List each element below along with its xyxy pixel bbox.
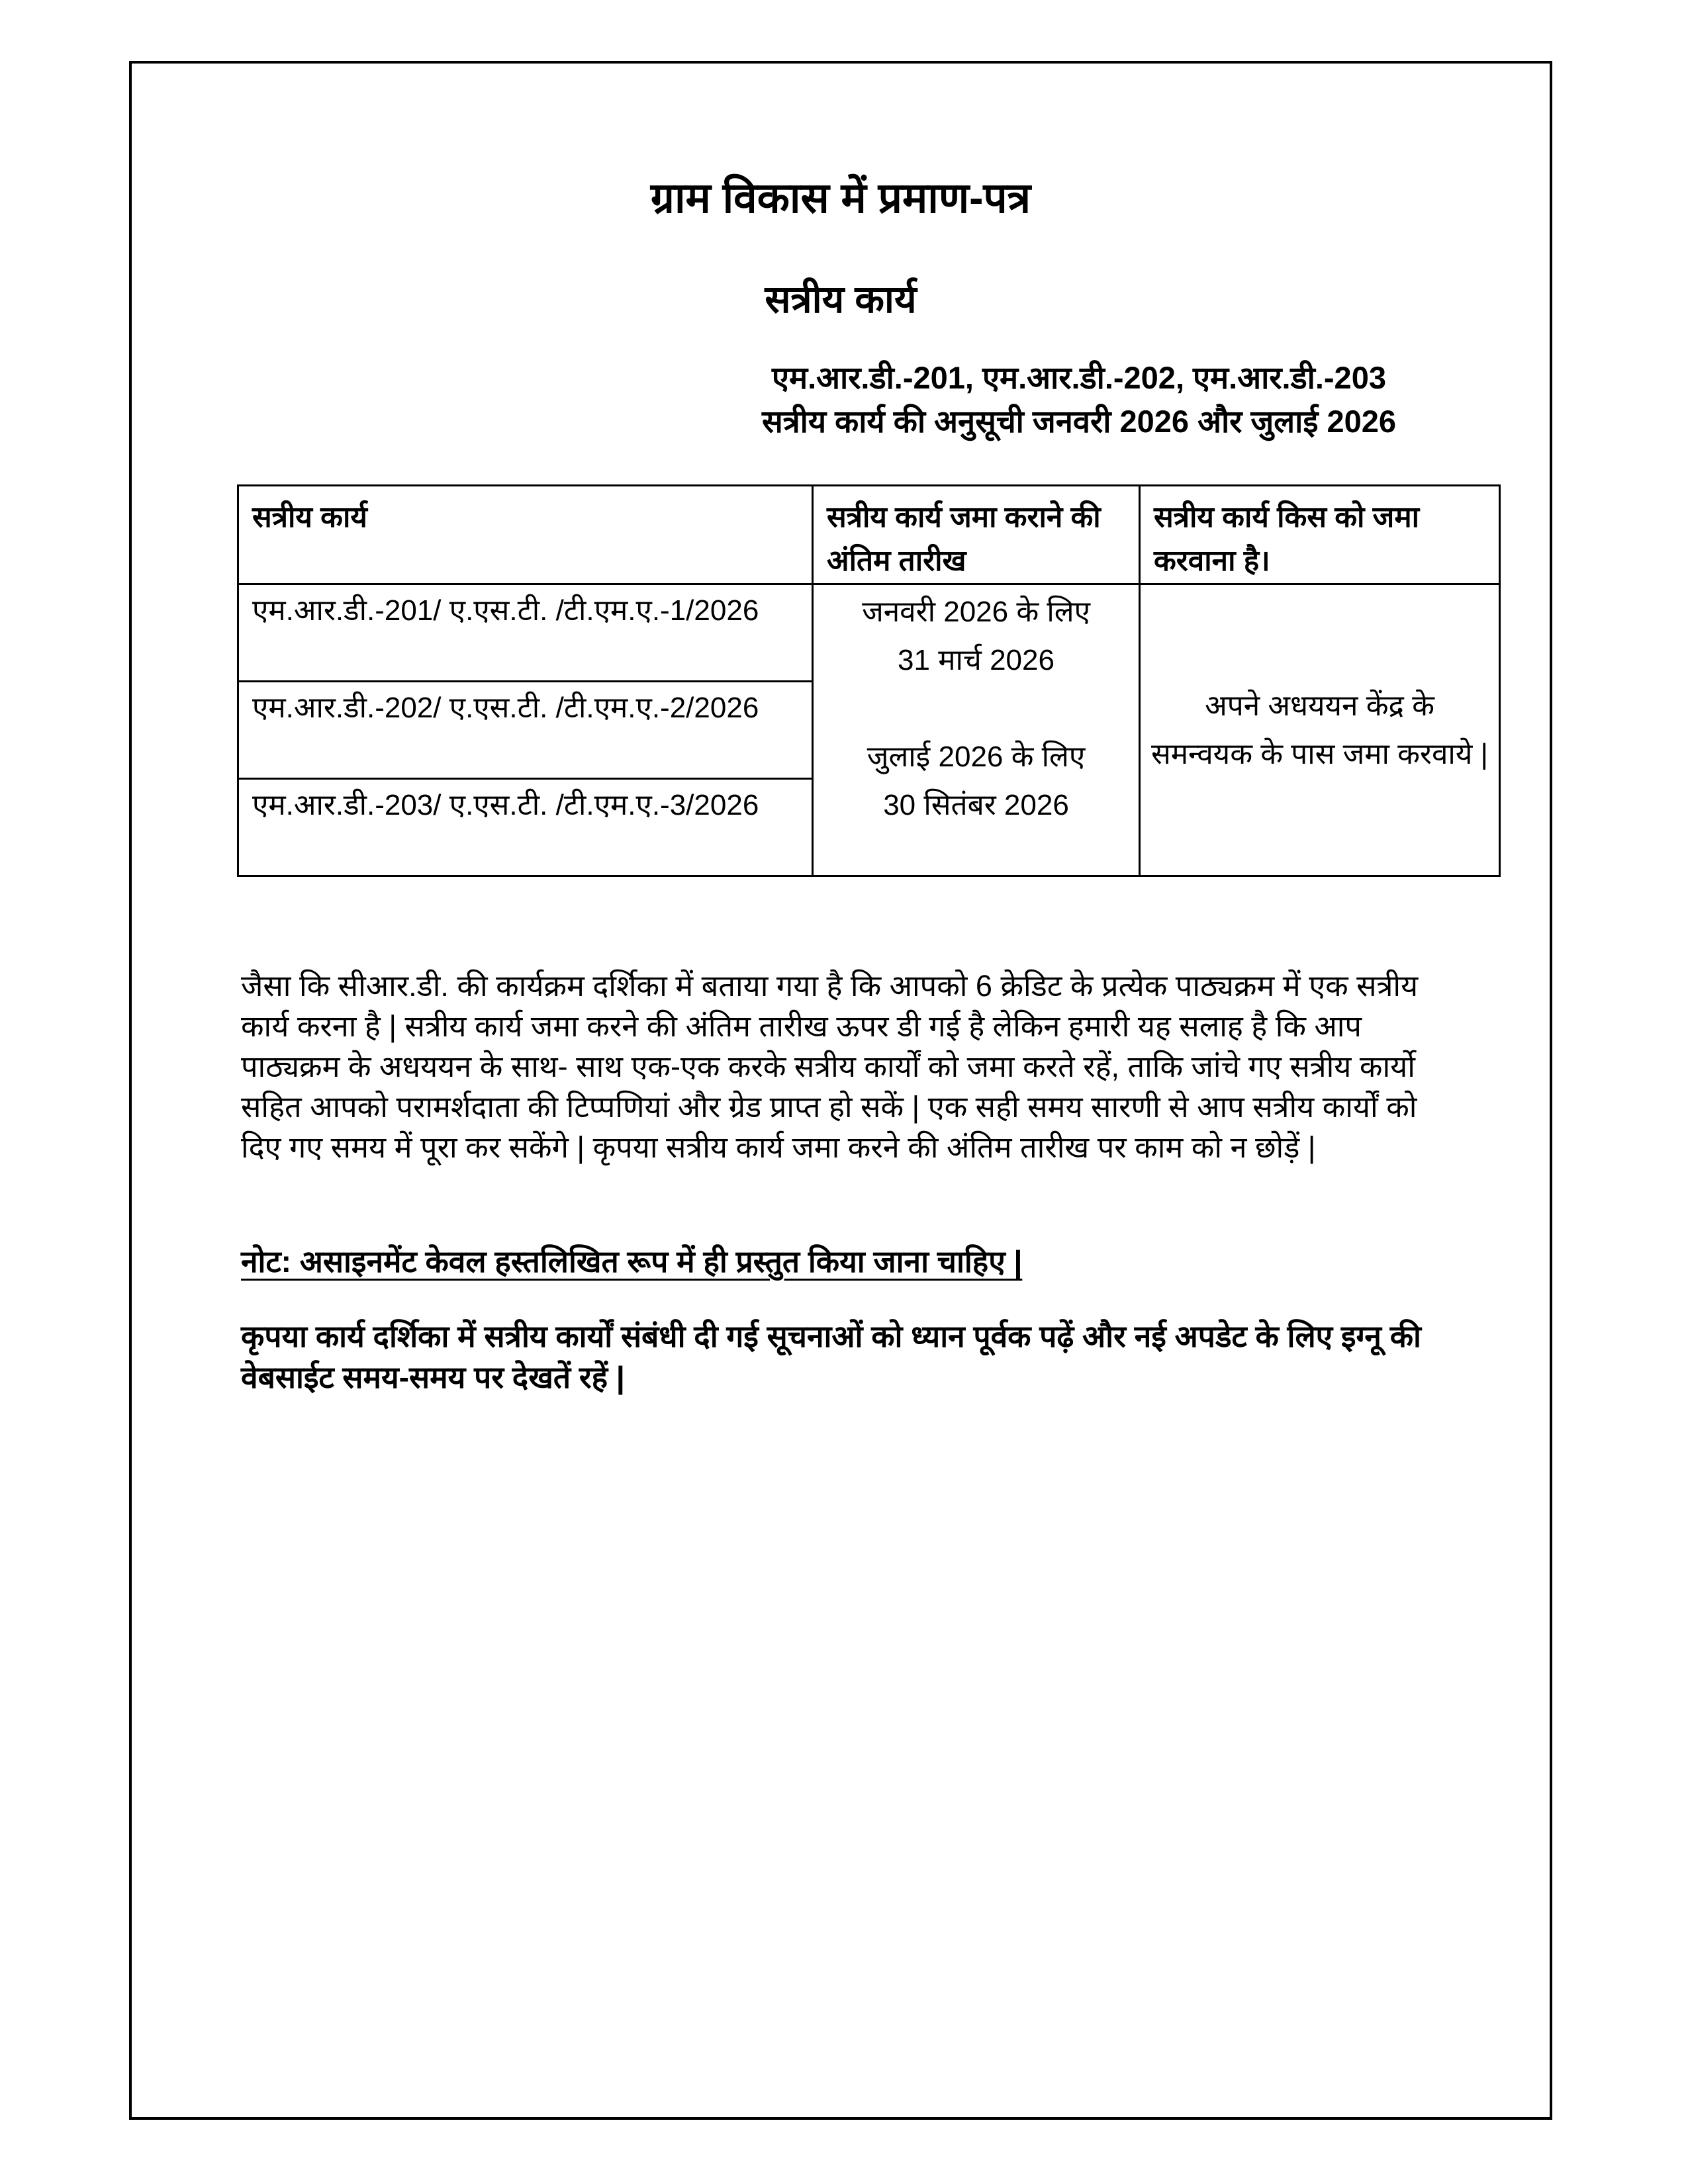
header-submit-to: सत्रीय कार्य किस को जमा करवाना है। xyxy=(1140,486,1500,584)
table-header-row xyxy=(238,486,1500,584)
document-subtitle: सत्रीय कार्य xyxy=(765,278,917,321)
submit-to-cell xyxy=(1140,584,1500,876)
due-date-spacer xyxy=(820,684,1132,733)
header-due-date: सत्रीय कार्य जमा कराने की अंतिम तारीख xyxy=(813,486,1140,584)
page-border-frame xyxy=(129,61,1552,2120)
document-content xyxy=(132,173,1550,1398)
closing-paragraph: कृपया कार्य दर्शिका में सत्रीय कार्यों संबंधी दी गई सूचनाओं को ध्यान पूर्वक पढ़ें और नई अपडेट के लिए इग्नू की वेबसाईट समय-समय पर देखतें रहें | xyxy=(241,1319,1421,1394)
document-title: ग्राम विकास में प्रमाण-पत्र xyxy=(650,174,1031,222)
due-date-line: 30 सितंबर 2026 xyxy=(883,789,1069,821)
course-codes-block xyxy=(718,356,1440,443)
assignment-code-cell: एम.आर.डी.-202/ ए.एस.टी. /टी.एम.ए.-2/2026 xyxy=(238,682,813,779)
due-date-line: 31 मार्च 2026 xyxy=(898,644,1055,676)
due-date-line: जनवरी 2026 के लिए xyxy=(862,596,1090,628)
table-row xyxy=(238,584,1500,682)
header-assignment: सत्रीय कार्य xyxy=(238,486,813,584)
note-line: नोट: असाइनमेंट केवल हस्तलिखित रूप में ही प्रस्तुत किया जाना चाहिए | xyxy=(241,1244,1023,1279)
schedule-line: सत्रीय कार्य की अनुसूची जनवरी 2026 और जुलाई 2026 xyxy=(761,404,1397,439)
submit-to-text: अपने अधययन केंद्र के समन्वयक के पास जमा करवाये | xyxy=(1151,690,1488,770)
assignment-code-cell: एम.आर.डी.-203/ ए.एस.टी. /टी.एम.ए.-3/2026 xyxy=(238,779,813,876)
course-codes-line: एम.आर.डी.-201, एम.आर.डी.-202, एम.आर.डी.-203 xyxy=(772,360,1386,395)
due-date-line: जुलाई 2026 के लिए xyxy=(867,741,1086,773)
instructions-paragraph: जैसा कि सीआर.डी. की कार्यक्रम दर्शिका में बताया गया है कि आपको 6 क्रेडिट के प्रत्येक पाठ्यक्रम में एक सत्रीय कार्य करना है | सत्रीय कार्य जमा करने की अंतिम तारीख ऊपर डी गई है लेकिन हमारी यह सलाह है कि आप पाठ्यक्रम के अधययन के साथ- साथ एक-एक करके सत्रीय कार्यों को जमा करते रहें, ताकि जांचे गए सत्रीय कार्यो सहित आपको परामर्शदाता की टिप्पणियां और ग्रेड प्राप्त हो सकें | एक सही समय सारणी से आप सत्रीय कार्यों को दिए गए समय में पूरा कर सकेंगे | कृपया सत्रीय कार्य जमा करने की अंतिम तारीख पर काम को न छोड़ें | xyxy=(241,969,1419,1164)
assignment-code-cell: एम.आर.डी.-201/ ए.एस.टी. /टी.एम.ए.-1/2026 xyxy=(238,584,813,682)
due-dates-cell xyxy=(813,584,1140,876)
assignment-schedule-table xyxy=(237,484,1501,877)
